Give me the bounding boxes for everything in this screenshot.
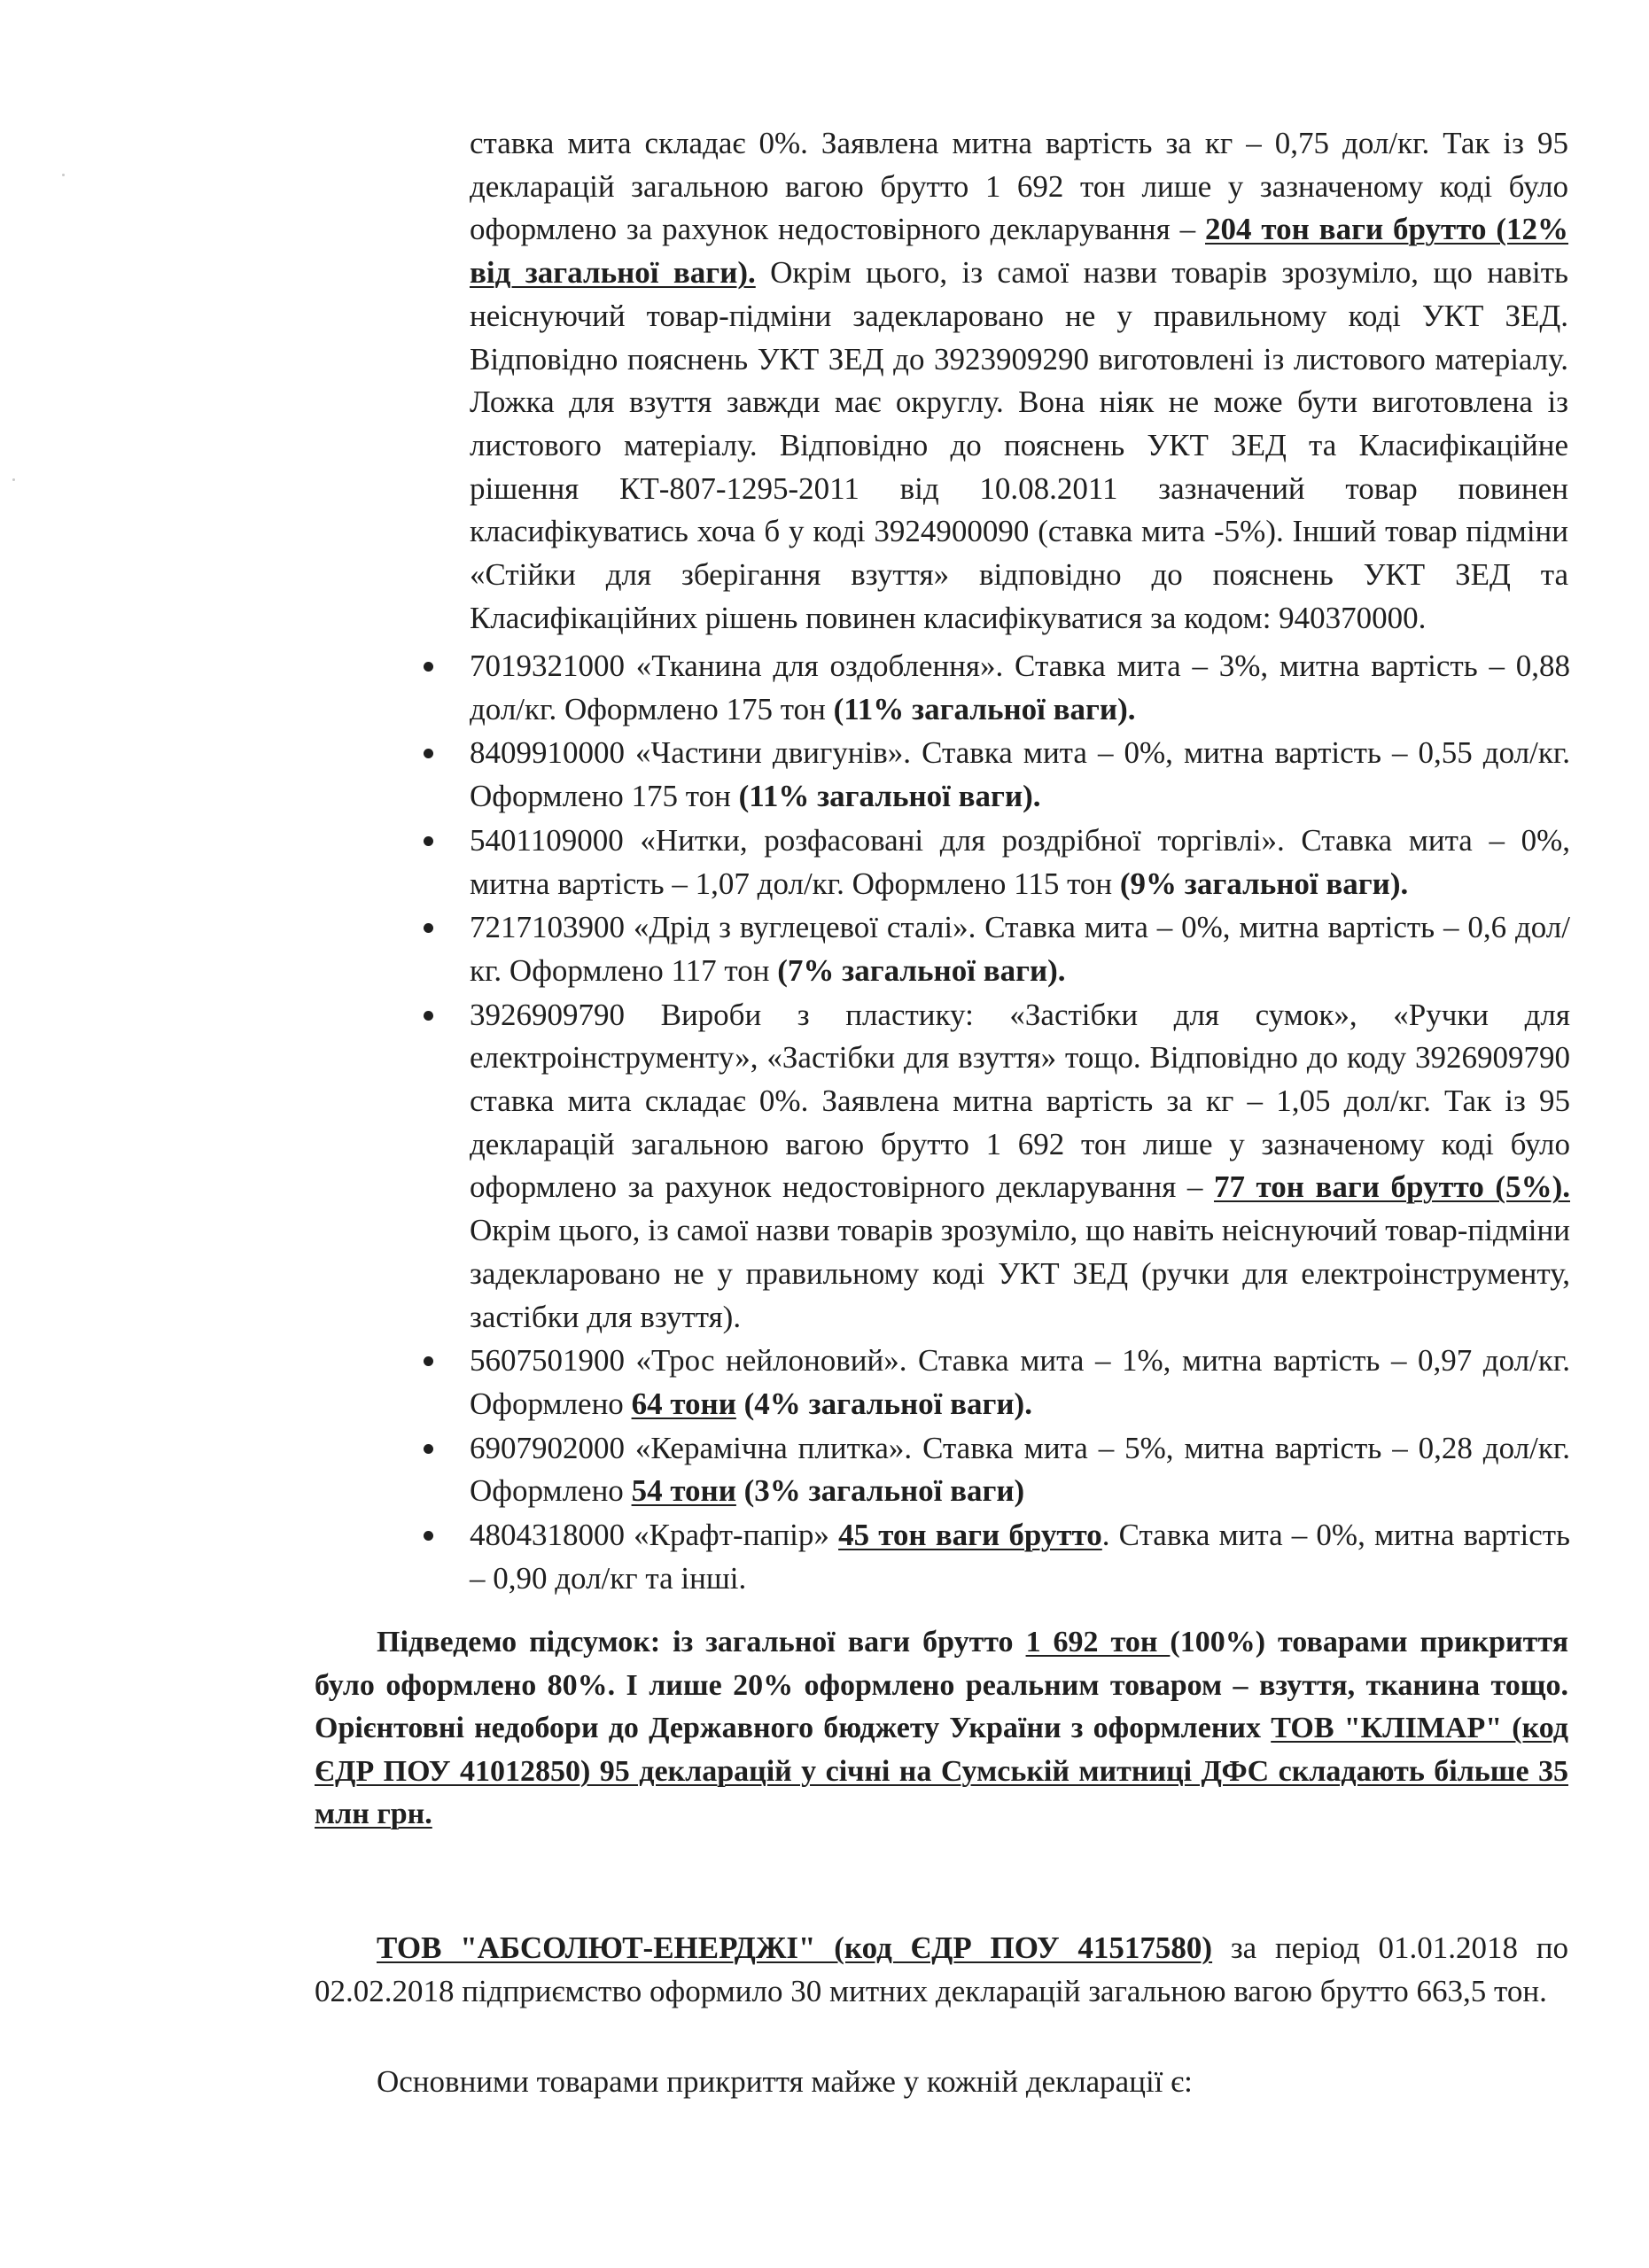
goods-list <box>418 645 1570 1601</box>
bullet-icon <box>424 923 433 933</box>
list-item: 3926909790 Вироби з пластику: «Застібки для сумок», «Ручки для електроінструменту», «Застібки для взуття» тощо. Відповідно до коду 3926909790 ставка мита складає 0%. Заявлена митна вартість за кг – 1,05 дол/кг. Так із 95 декларацій загальною вагою брутто 1 692 тон лише у зазначеному коді було оформлено за рахунок недостовірного декларування – 77 тон ваги брутто (5%). Окрім цього, із самої назви товарів зрозуміло, що навіть неіснуючий товар-підміни задекларовано не у правильному коді УКТ ЗЕД (ручки для електроінструменту, застібки для взуття). <box>418 994 1570 1340</box>
company-paragraph: ТОВ "АБСОЛЮТ-ЕНЕРДЖІ" (код ЄДР ПОУ 41517580) за період 01.01.2018 по 02.02.2018 підприємство оформило 30 митних декларацій загальною вагою брутто 663,5 тон. <box>315 1930 1568 2008</box>
list-item: 8409910000 «Частини двигунів». Ставка мита – 0%, митна вартість – 0,55 дол/кг. Оформлено 175 тон (11% загальної ваги). <box>418 732 1570 818</box>
intro-paragraph <box>470 122 1568 640</box>
scan-speck <box>12 478 15 481</box>
bullet-icon <box>424 1011 433 1021</box>
bullet-icon <box>424 1531 433 1541</box>
bullet-icon <box>424 1444 433 1454</box>
intro-text: ставка мита складає 0%. Заявлена митна вартість за кг – 0,75 дол/кг. Так із 95 декларацій загальною вагою брутто 1 692 тон лише у зазначеному коді було оформлено за рахунок недостовірного декларування – <box>470 126 1568 247</box>
bullet-icon <box>424 836 433 846</box>
list-item: 5401109000 «Нитки, розфасовані для роздрібної торгівлі». Ставка мита – 0%, митна вартість – 1,07 дол/кг. Оформлено 115 тон (9% загальної ваги). <box>418 819 1570 905</box>
closing-line: Основними товарами прикриття майже у кожній декларації є: <box>377 2064 1193 2099</box>
bullet-icon <box>424 1356 433 1366</box>
list-item: 7019321000 «Тканина для оздоблення». Ставка мита – 3%, митна вартість – 0,88 дол/кг. Оформлено 175 тон (11% загальної ваги). <box>418 645 1570 731</box>
intro-text-continued: Окрім цього, із самої назви товарів зрозуміло, що навіть неіснуючий товар-підміни задекларовано не у правильному коді УКТ ЗЕД. Відповідно пояснень УКТ ЗЕД до 3923909290 виготовлені із листового матеріалу. Ложка для взуття завжди має округлу. Вона ніяк не може бути виготовлена із листового матеріалу. Відповідно до пояснень УКТ ЗЕД та Класифікаційне рішення КТ-807-1295-2011 від 10.08.2011 зазначений товар повинен класифікуватись хоча б у коді 3924900090 (ставка мита -5%). Інший товар підміни «Стійки для зберігання взуття» відповідно до пояснень УКТ ЗЕД та Класифікаційних рішень повинен класифікуватися за кодом: 940370000. <box>470 255 1568 635</box>
list-item: 4804318000 «Крафт-папір» 45 тон ваги брутто. Ставка мита – 0%, митна вартість – 0,90 дол/кг та інші. <box>418 1514 1570 1600</box>
company-name: ТОВ "АБСОЛЮТ-ЕНЕРДЖІ" (код ЄДР ПОУ 41517580) <box>377 1930 1213 1965</box>
scan-speck <box>62 174 65 176</box>
list-item: 6907902000 «Керамічна плитка». Ставка мита – 5%, митна вартість – 0,28 дол/кг. Оформлено 54 тони (3% загальної ваги) <box>418 1427 1570 1513</box>
bullet-icon <box>424 662 433 672</box>
summary-paragraph: Підведемо підсумок: із загальної ваги брутто 1 692 тон (100%) товарами прикриття було оформлено 80%. І лише 20% оформлено реальним товаром – взуття, тканина тощо. Орієнтовні недобори до Державного бюджету України з оформлених ТОВ "КЛІМАР" (код ЄДР ПОУ 41012850) 95 декларацій у січні на Сумській митниці ДФС складають більше 35 млн грн. <box>315 1626 1569 1830</box>
intro-highlight: 204 тон ваги брутто (12% від загальної ваги). <box>470 212 1568 291</box>
list-item: 7217103900 «Дрід з вуглецевої сталі». Ставка мита – 0%, митна вартість – 0,6 дол/кг. Оформлено 117 тон (7% загальної ваги). <box>418 906 1570 992</box>
list-item: 5607501900 «Трос нейлоновий». Ставка мита – 1%, митна вартість – 0,97 дол/кг. Оформлено 64 тони (4% загальної ваги). <box>418 1340 1570 1425</box>
bullet-icon <box>424 749 433 758</box>
